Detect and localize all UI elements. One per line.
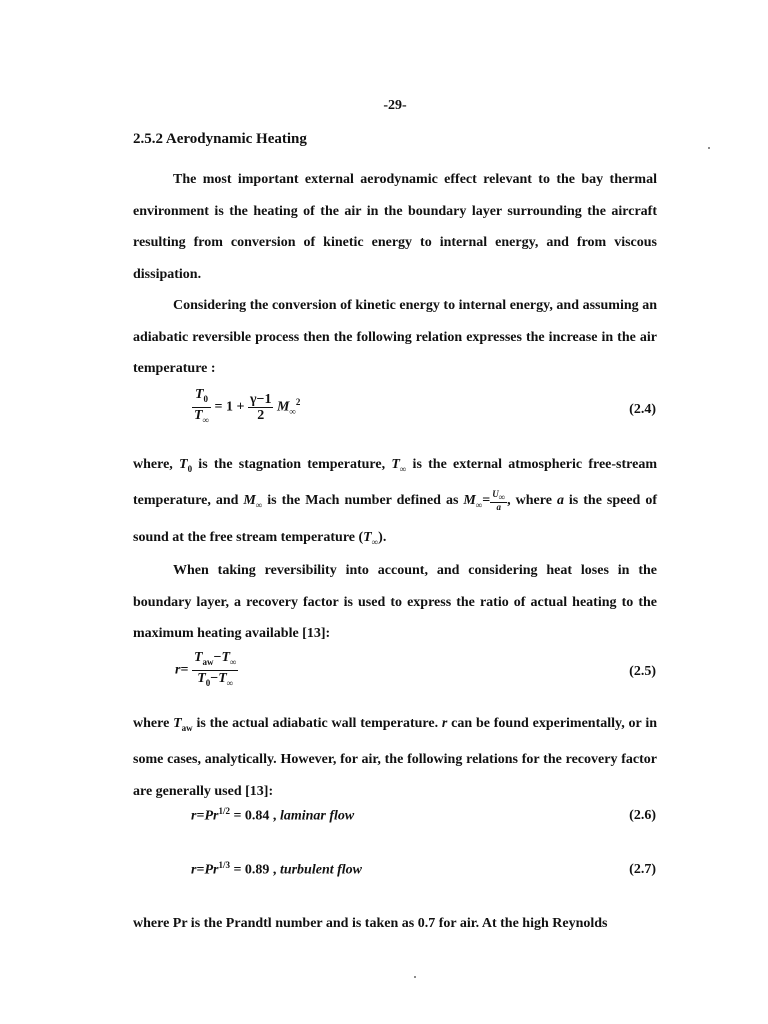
equation-2-4: $\frac{T_0}{T_\infty}$ = 1 + $\frac{\gamma-1}{2}$ $M_\infty^2$ xyxy=(192,387,300,428)
scan-speck xyxy=(708,147,710,149)
equation-number-2-6: (2.6) xyxy=(629,808,656,823)
paragraph-kinetic-energy: Considering the conversion of kinetic energy to internal energy, and assuming an adiabatic reversible process then the following relation expresses the increase in the air temperature : xyxy=(133,298,657,376)
eq-2-4-gamma-fraction: $\frac{\gamma-1}{2}$ xyxy=(249,391,272,423)
paragraph-prandtl: where Pr is the Prandtl number and is taken as 0.7 for air. At the high Reynolds xyxy=(133,916,608,931)
paragraph-where-2-5: where $T_{aw}$ is the actual adiabatic wall temperature. r can be found experimentally, or in some cases, analytically. However, for air, the following relations for the recovery factor are generally used [13]: xyxy=(133,716,658,799)
eq-2-4-temperature-ratio: $\frac{T_0}{T_\infty}$ xyxy=(194,387,209,425)
paragraph-recovery-factor: When taking reversibility into account, and considering heat loses in the boundary layer, a recovery factor is used to express the ratio of actual heating to the maximum heating available [13]: xyxy=(133,563,657,641)
section-heading: 2.5.2 Aerodynamic Heating xyxy=(133,131,307,147)
eq-2-5-recovery-fraction: $\frac{T_{aw}-T_\infty}{T_0-T_\infty}$ xyxy=(193,650,237,688)
equation-number-2-5: (2.5) xyxy=(629,664,656,679)
equation-2-6: $r=Pr^{1/2} = 0.84$ , laminar flow xyxy=(191,806,355,824)
equation-number-2-4: (2.4) xyxy=(629,402,656,417)
equation-2-5: r= $\frac{T_{aw}-T_\infty}{T_0-T_\infty}$ xyxy=(175,650,238,691)
paragraph-where-2-4: where, $T_0$ is the stagnation temperature, $T_\infty$ is the external atmospheric free-stream temperature, and $M_\infty$ is the Mach number defined as $M_\infty=$ $\frac{U_\infty}{a}$ , where a is the speed of sound at the free stream temperature $(T_\infty)$. xyxy=(133,457,657,547)
paragraph-intro: The most important external aerodynamic effect relevant to the bay thermal environment is the heating of the air in the boundary layer surrounding the aircraft resulting from conversion of kinetic energy to internal energy, and from viscous dissipation. xyxy=(133,172,657,282)
equation-number-2-7: (2.7) xyxy=(629,862,656,877)
page-number: -29- xyxy=(383,98,407,113)
equation-2-7: $r=Pr^{1/3} = 0.89$ , turbulent flow xyxy=(191,860,363,878)
scan-speck xyxy=(414,976,416,978)
